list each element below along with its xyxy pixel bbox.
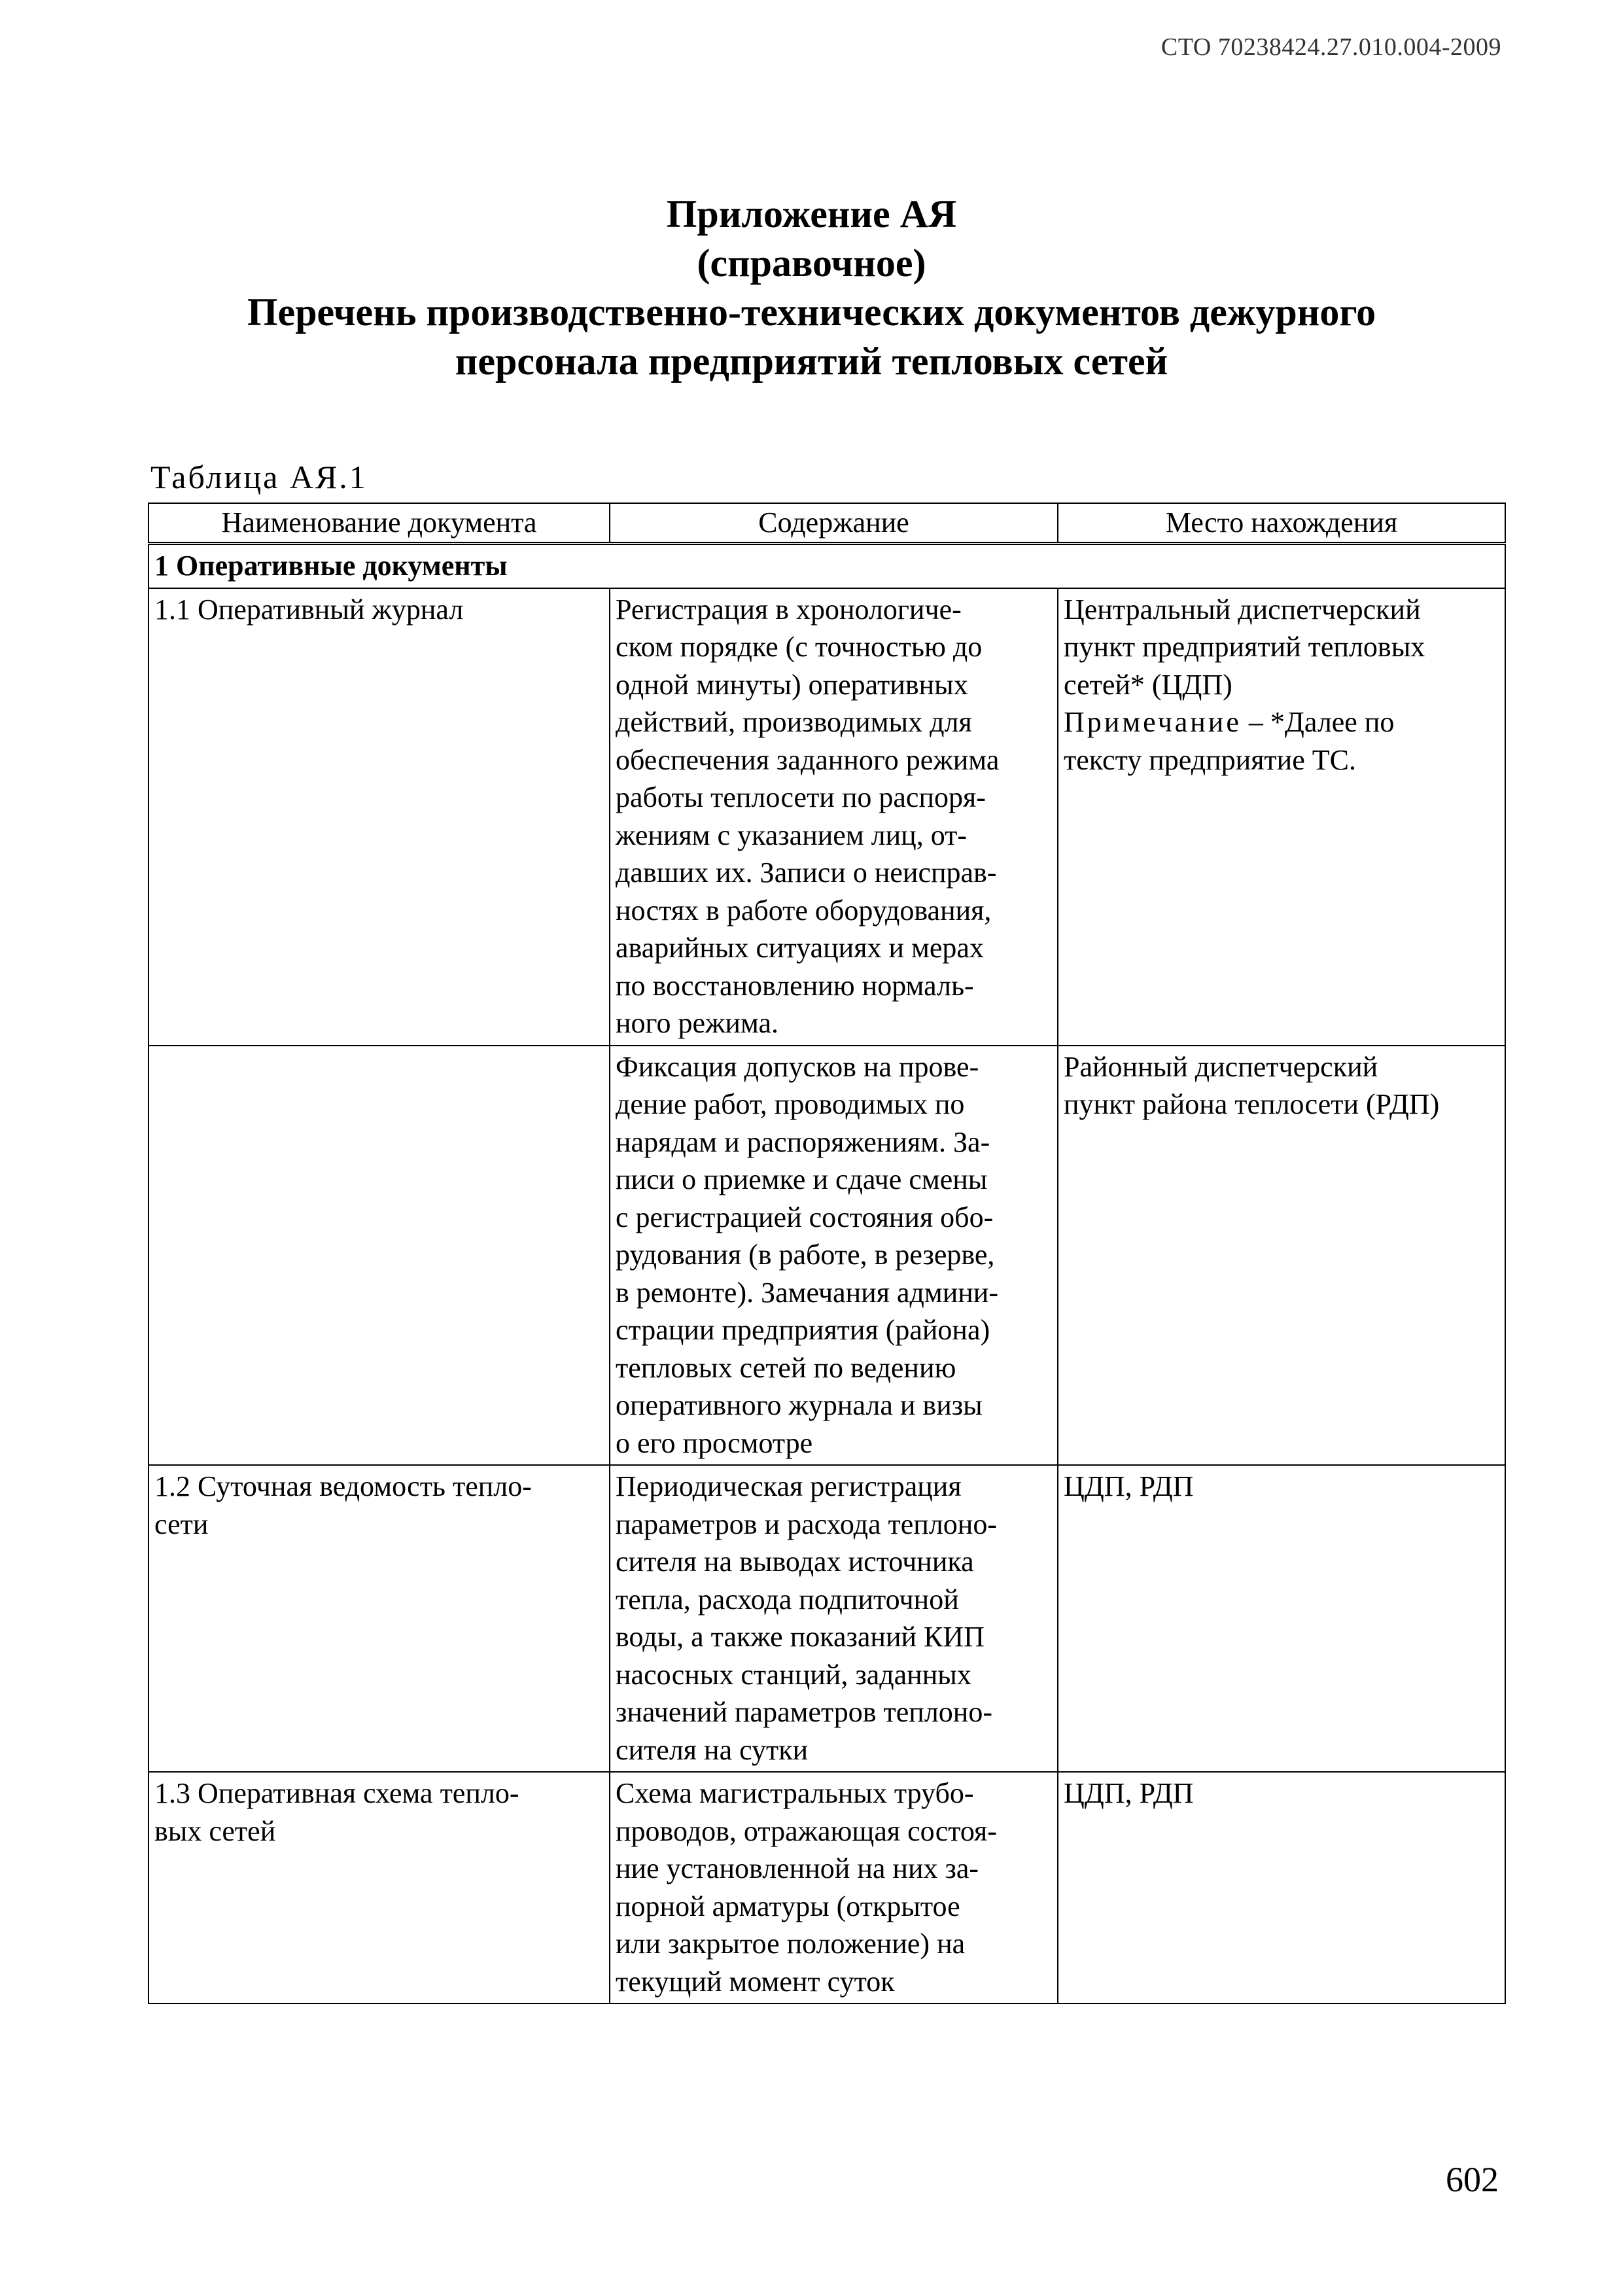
content-cell <box>610 588 1058 1046</box>
cell-line: пункт предприятий тепловых <box>1064 631 1425 663</box>
document-name-cell <box>148 588 610 1046</box>
cell-line: текущий момент суток <box>616 1965 895 1998</box>
cell-line: Районный диспетчерский <box>1064 1050 1378 1083</box>
cell-line: тепловых сетей по ведению <box>616 1351 956 1384</box>
cell-line: 1.3 Оперативная схема тепло- <box>154 1777 519 1809</box>
cell-line: действий, производимых для <box>616 706 972 738</box>
cell-line: нарядам и распоряжениям. За- <box>616 1125 990 1158</box>
documents-table <box>148 503 1506 2004</box>
cell-line: тепла, расхода подпиточной <box>616 1583 959 1616</box>
title-line: (справочное) <box>697 241 926 285</box>
document-name-cell <box>148 1465 610 1772</box>
document-name-cell <box>148 1046 610 1466</box>
cell-line: Периодическая регистрация <box>616 1470 962 1502</box>
cell-line: параметров и расхода теплоно- <box>616 1508 997 1540</box>
location-cell <box>1058 1465 1505 1772</box>
cell-line: писи о приемке и сдаче смены <box>616 1163 988 1195</box>
cell-line: или закрытое положение) на <box>616 1928 966 1960</box>
cell-line: обеспечения заданного режима <box>616 743 1000 776</box>
cell-line: воды, а также показаний КИП <box>616 1621 985 1653</box>
cell-line: проводов, отражающая состоя- <box>616 1814 997 1847</box>
cell-line: ЦДП, РДП <box>1064 1777 1194 1809</box>
cell-line: 1.1 Оперативный журнал <box>154 593 464 626</box>
cell-line: порной арматуры (открытое <box>616 1890 960 1922</box>
cell-line: ском порядке (с точностью до <box>616 631 983 663</box>
cell-line: сети <box>154 1508 209 1540</box>
cell-line: страции предприятия (района) <box>616 1314 990 1346</box>
note-line <box>1064 703 1499 741</box>
column-header-name: Наименование документа <box>148 503 610 544</box>
cell-line: насосных станций, заданных <box>616 1658 971 1691</box>
table-row <box>148 1465 1505 1772</box>
cell-line: Фиксация допусков на прове- <box>616 1050 979 1083</box>
cell-line: одной минуты) оперативных <box>616 668 968 701</box>
location-cell <box>1058 1772 1505 2004</box>
cell-line: ЦДП, РДП <box>1064 1470 1194 1502</box>
cell-line: жениям с указанием лиц, от- <box>616 819 968 851</box>
table-row <box>148 1772 1505 2004</box>
table-header-row <box>148 503 1505 544</box>
cell-line: дение работ, проводимых по <box>616 1088 965 1120</box>
cell-line: пункт района теплосети (РДП) <box>1064 1088 1440 1120</box>
cell-line: работы теплосети по распоря- <box>616 781 986 813</box>
cell-line: сителя на сутки <box>616 1733 809 1766</box>
page-number: 602 <box>1446 2160 1499 2199</box>
cell-line: значений параметров теплоно- <box>616 1696 992 1728</box>
location-cell <box>1058 1046 1505 1466</box>
title-line: Приложение АЯ <box>666 192 957 236</box>
cell-line: рудования (в работе, в резерве, <box>616 1239 995 1271</box>
section-row <box>148 544 1505 588</box>
location-cell <box>1058 588 1505 1046</box>
section-title: 1 Оперативные документы <box>148 544 1505 588</box>
cell-line: оперативного журнала и визы <box>616 1389 983 1421</box>
document-name-cell <box>148 1772 610 2004</box>
cell-line: в ремонте). Замечания админи- <box>616 1276 998 1309</box>
cell-line: сителя на выводах источника <box>616 1545 974 1578</box>
cell-line: тексту предприятие ТС. <box>1064 743 1356 776</box>
cell-line: вых сетей <box>154 1814 276 1847</box>
column-header-content: Содержание <box>610 503 1058 544</box>
cell-line: Схема магистральных трубо- <box>616 1777 974 1809</box>
content-cell <box>610 1772 1058 2004</box>
cell-line: по восстановлению нормаль- <box>616 969 974 1002</box>
appendix-title <box>0 190 1623 386</box>
table-caption: Таблица АЯ.1 <box>150 459 368 495</box>
cell-line: Центральный диспетчерский <box>1064 593 1421 626</box>
note-text: – *Далее по <box>1241 706 1395 738</box>
cell-line: давших их. Записи о неисправ- <box>616 857 997 889</box>
note-label: Примечание <box>1064 706 1242 738</box>
content-cell <box>610 1046 1058 1466</box>
cell-line: 1.2 Суточная ведомость тепло- <box>154 1470 532 1502</box>
cell-line: Регистрация в хронологиче- <box>616 593 962 626</box>
document-code: СТО 70238424.27.010.004-2009 <box>1161 33 1501 61</box>
cell-line: ние установленной на них за- <box>616 1852 979 1884</box>
cell-line: с регистрацией состояния обо- <box>616 1201 994 1233</box>
cell-line: ностях в работе оборудования, <box>616 894 992 927</box>
title-line: персонала предприятий тепловых сетей <box>455 340 1168 383</box>
cell-line: ного режима. <box>616 1007 779 1039</box>
table-row <box>148 588 1505 1046</box>
cell-line: о его просмотре <box>616 1426 813 1459</box>
cell-line: аварийных ситуациях и мерах <box>616 932 984 964</box>
cell-line: сетей* (ЦДП) <box>1064 668 1232 701</box>
table-row <box>148 1046 1505 1466</box>
title-line: Перечень производственно-технических документов дежурного <box>247 291 1376 334</box>
column-header-location: Место нахождения <box>1058 503 1505 544</box>
content-cell <box>610 1465 1058 1772</box>
